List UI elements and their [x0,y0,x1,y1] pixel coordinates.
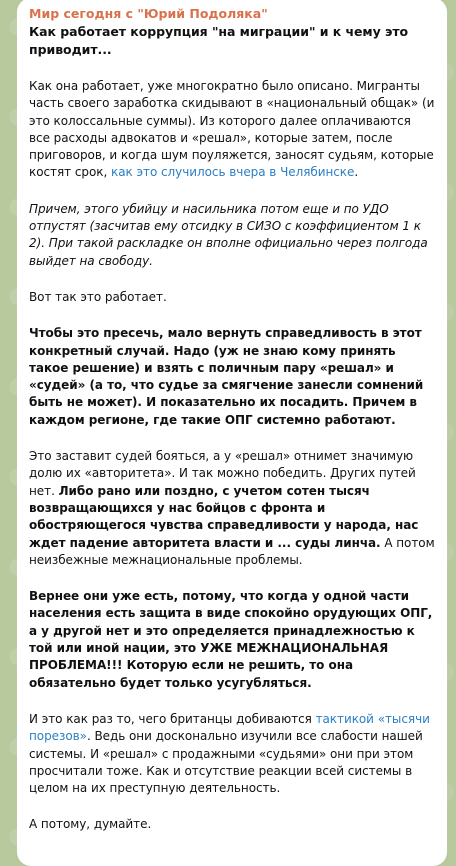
paragraph-1 [29,78,435,182]
paragraph-4: Чтобы это пресечь, мало вернуть справедливость в этот конкретный случай. Надо (уж не знаю кому принять такое решение) и взять с поличным пару «решал» и «судей» (а то, что судье за смягчение занесли сомнений быть не может). И показательно их посадить. Причем в каждом регионе, где такие ОПГ системно работают. [29,326,424,427]
paragraph-5 [29,448,435,569]
paragraph-1-end: . [354,165,359,180]
paragraph-5-end: А потом неизбежные межнациональные проблемы. [29,535,435,567]
paragraph-1-text: Как она работает, уже многократно было описано. Мигранты часть своего заработка скидывают в «национальный общак» (и это колоссальные суммы). Из которого далее оплачиваются все расходы адвокатов и «решал», которые затем, после приговоров, и когда шум поуляжется, заносят судьям, которые костят срок, [29,79,435,180]
paragraph-3: Вот так это работает. [29,289,167,304]
paragraph-2: Причем, этого убийцу и насильника потом еще и по УДО отпустят (засчитав ему отсидку в СИЗО с коэффициентом 1 к 2). При такой раскладке он вполне официально через полгода выйдет на свободу. [29,201,428,268]
paragraph-7-text: И это как раз то, чего британцы добиваются [29,711,316,726]
channel-sender-name[interactable]: Мир сегодня с "Юрий Подоляка" [29,6,268,21]
paragraph-5-bold: Либо рано или поздно, с учетом сотен тысяч возвращающихся у нас бойцов с фронта и обостряющегося чувства справедливости у народа, нас ждет падение авторитета власти и ... суды линча. [29,483,419,550]
paragraph-8: А потому, думайте. [29,817,152,832]
paragraph-7-end: . Ведь они досконально изучили все слабости нашей системы. И «решал» с продажными «судьями» они при этом просчитали тоже. Как и отсутствие реакции всей системы в целом на их преступную деятельность. [29,729,423,796]
link-thousand-cuts[interactable]: тактикой «тысячи порезов» [29,711,430,744]
paragraph-5-text: Это заставит судей бояться, а у «решал» отнимет значимую долю их «авторитета». И так можно победить. Других путей нет. [29,449,416,498]
message-bubble [17,0,447,866]
paragraph-6: Вернее они уже есть, потому, что когда у одной части населения есть защита в виде спокойно орудующих ОПГ, а у другой нет и это определяется принадлежностью к той или иной нации, это УЖЕ МЕЖНАЦИОНАЛЬНАЯ ПРОБЛЕМА!!! Которую если не решить, то она обязательно будет только усугубляться. [29,589,433,690]
paragraph-7 [29,711,435,797]
message-title: Как работает коррупция "на миграции" и к чему это приводит... [29,24,409,57]
link-chelyabinsk[interactable]: как это случилось вчера в Челябинске [111,165,355,180]
